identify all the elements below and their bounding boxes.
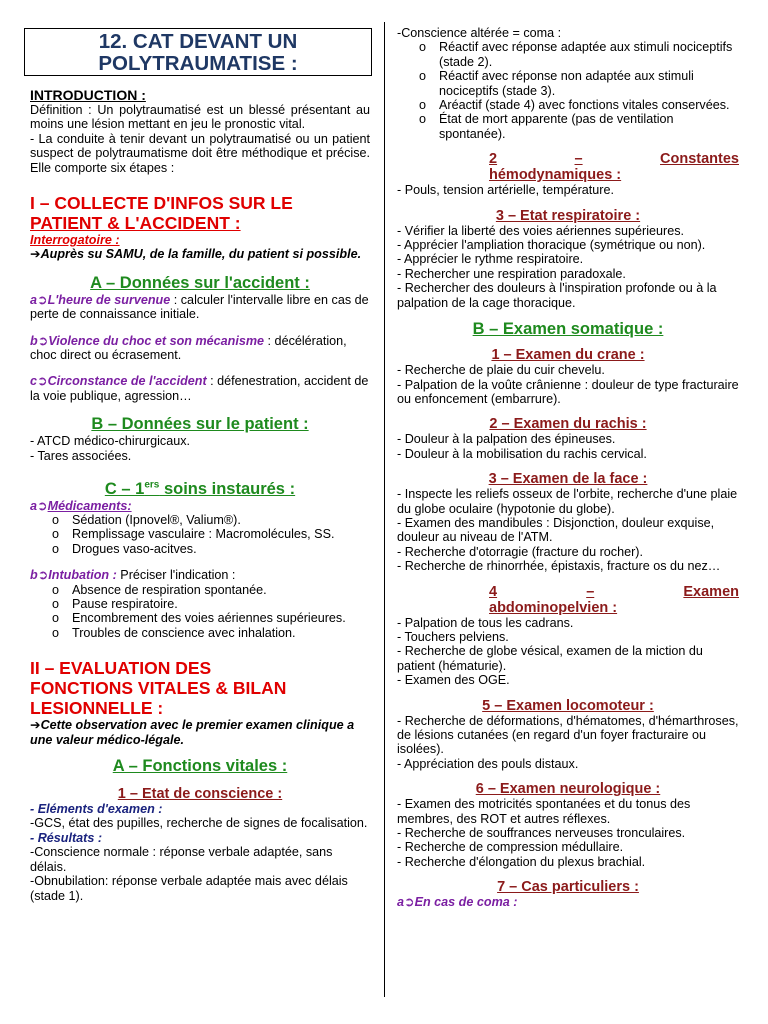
- subsection-somatique-heading: [397, 320, 739, 339]
- column-divider: [384, 22, 385, 997]
- list-item: o Pause respiratoire.: [30, 597, 370, 611]
- accident-item-b: [30, 334, 370, 363]
- list-item: o Aréactif (stade 4) avec fonctions vitales conservées.: [397, 98, 739, 112]
- curved-arrow-icon: ➲: [404, 895, 415, 910]
- item-text: : défenestration, accident de la voie publique, agression…: [30, 374, 369, 403]
- section-1-heading-line2: PATIENT & L'ACCIDENT :: [30, 213, 241, 234]
- subsection-vitales-heading: [30, 757, 370, 776]
- coma-case-heading: [397, 895, 739, 909]
- subsection-soins-heading: [30, 475, 370, 499]
- respiratoire-heading: [397, 208, 739, 224]
- curved-arrow-icon: ➲: [37, 568, 49, 583]
- introduction-heading: INTRODUCTION :: [30, 87, 146, 103]
- results-heading: - Résultats :: [30, 830, 103, 845]
- locomoteur-heading: [397, 698, 739, 714]
- item-heading: Intubation :: [48, 568, 117, 583]
- subsection-patient-heading: [30, 415, 370, 434]
- crane-title: 1 – Examen du crane :: [491, 347, 645, 364]
- title-line-2: POLYTRAUMATISE :: [98, 52, 298, 75]
- medicaments-list: [30, 513, 370, 556]
- coma-intro: -Conscience altérée = coma :: [397, 26, 562, 40]
- face-item: - Recherche de rhinorrhée, épistaxis, fracture os du nez…: [397, 559, 721, 574]
- particuliers-heading: [397, 879, 739, 895]
- list-item: o Remplissage vasculaire : Macromolécules, SS.: [30, 527, 370, 541]
- rachis-title: 2 – Examen du rachis :: [489, 416, 647, 433]
- rachis-item: - Douleur à la mobilisation du rachis cervical.: [397, 446, 647, 461]
- soins-title-sup: ers: [144, 479, 160, 491]
- neuro-item: - Examen des motricités spontanées et du tonus des membres, des ROT et autres réflexes.: [397, 797, 691, 826]
- locomoteur-item: - Recherche de déformations, d'hématomes, d'hémarthroses, de lésions cutanées (en regard d'un foyer fracturaire ou isolées).: [397, 713, 739, 757]
- elements-text: -GCS, état des pupilles, recherche de signes de focalisation.: [30, 816, 368, 831]
- hemodynamique-heading: [397, 151, 739, 183]
- crane-heading: [397, 347, 739, 363]
- medicaments-heading: [30, 499, 370, 513]
- accident-item-c: [30, 374, 370, 403]
- respiratoire-title: 3 – Etat respiratoire :: [495, 207, 641, 224]
- patient-item: - Tares associées.: [30, 448, 132, 463]
- list-item: o Sédation (Ipnovel®, Valium®).: [30, 513, 370, 527]
- curved-arrow-icon: ➲: [37, 292, 48, 307]
- coma-list: [397, 40, 739, 141]
- rachis-item: - Douleur à la palpation des épineuses.: [397, 432, 616, 447]
- abdomen-item: - Palpation de tous les cadrans.: [397, 615, 574, 630]
- locomoteur-item: - Appréciation des pouls distaux.: [397, 756, 579, 771]
- section-1-heading-line1: I – COLLECTE D'INFOS SUR LE: [30, 193, 293, 214]
- list-item: o Réactif avec réponse non adaptée aux stimuli nociceptifs (stade 3).: [397, 69, 739, 98]
- crane-item: - Recherche de plaie du cuir chevelu.: [397, 363, 605, 378]
- subsection-soins-title: [105, 480, 295, 498]
- soins-title-post: soins instaurés :: [159, 479, 296, 498]
- list-item: o Troubles de conscience avec inhalation.: [30, 626, 370, 640]
- patient-item: - ATCD médico-chirurgicaux.: [30, 434, 191, 449]
- arrow-right-icon: ➔: [30, 718, 41, 733]
- neuro-item: - Recherche d'élongation du plexus brachial.: [397, 854, 646, 869]
- face-heading: [397, 471, 739, 487]
- interrogatoire-label: Interrogatoire :: [30, 233, 120, 248]
- section-2-heading-line2: FONCTIONS VITALES & BILAN: [30, 678, 287, 699]
- abdomen-line2: abdominopelvien :: [489, 599, 618, 616]
- intubation-list: [30, 583, 370, 641]
- accident-item-a: [30, 293, 370, 322]
- neuro-item: - Recherche de souffrances nerveuses tronculaires.: [397, 826, 686, 841]
- item-letter: c: [30, 374, 38, 389]
- item-text: : calculer l'intervalle libre en cas de perte de connaissance initiale.: [30, 292, 369, 322]
- respiratoire-item: - Vérifier la liberté des voies aériennes supérieures.: [397, 223, 684, 238]
- conscience-heading: [30, 786, 370, 802]
- abdomen-heading: [397, 584, 739, 616]
- curved-arrow-icon: ➲: [37, 333, 49, 348]
- result-item: -Conscience normale : réponse verbale adaptée, sans délais.: [30, 845, 333, 874]
- subsection-accident-heading: [30, 274, 370, 293]
- locomoteur-title: 5 – Examen locomoteur :: [482, 697, 654, 714]
- interrogatoire-body: Auprès su SAMU, de la famille, du patient si possible.: [40, 247, 362, 262]
- elements-heading: - Eléments d'examen :: [30, 802, 163, 817]
- item-letter: a: [30, 498, 38, 513]
- respiratoire-item: - Apprécier le rythme respiratoire.: [397, 252, 584, 267]
- arrow-right-icon: ➔: [30, 247, 41, 262]
- section-1-heading: [30, 193, 370, 233]
- respiratoire-item: - Rechercher des douleurs à l'inspiration profonde ou à la palpation de la cage thoracique.: [397, 281, 717, 310]
- face-item: - Examen des mandibules : Disjonction, douleur exquise, douleur au niveau de l'ATM.: [397, 515, 715, 545]
- item-letter: a: [30, 292, 38, 307]
- item-heading: Circonstance de l'accident: [47, 374, 207, 389]
- item-text: : décélération, choc direct ou écrasement.: [30, 333, 347, 363]
- left-column: [30, 88, 370, 903]
- item-heading: Violence du choc et son mécanisme: [48, 333, 265, 348]
- crane-item: - Palpation de la voûte crânienne : douleur de type fracturaire ou enfoncement (embarrure).: [397, 377, 739, 406]
- respiratoire-item: - Apprécier l'ampliation thoracique (symétrique ou non).: [397, 238, 706, 253]
- subsection-patient-title: B – Données sur le patient :: [91, 415, 309, 434]
- face-title: 3 – Examen de la face :: [488, 471, 648, 488]
- section-2-heading: [30, 658, 370, 718]
- neuro-item: - Recherche de compression médullaire.: [397, 840, 624, 855]
- right-column: [397, 26, 739, 910]
- list-item: o Réactif avec réponse adaptée aux stimuli nociceptifs (stade 2).: [397, 40, 739, 69]
- abdomen-item: - Recherche de globe vésical, examen de la miction du patient (hématurie).: [397, 644, 703, 673]
- item-heading: Médicaments:: [47, 498, 132, 513]
- item-heading: L'heure de survenue: [47, 292, 171, 307]
- section-2-note-text: Cette observation avec le premier examen clinique a une valeur médico-légale.: [30, 718, 355, 747]
- hemodynamique-text: - Pouls, tension artérielle, température.: [397, 183, 614, 198]
- respiratoire-item: - Rechercher une respiration paradoxale.: [397, 266, 626, 281]
- title-line-1: 12. CAT DEVANT UN: [98, 30, 298, 53]
- face-item: - Inspecte les reliefs osseux de l'orbite, recherche d'une plaie du globe oculaire (hypotonie du globe).: [397, 487, 738, 516]
- item-letter: b: [30, 568, 38, 583]
- face-item: - Recherche d'otorragie (fracture du rocher).: [397, 544, 643, 559]
- item-text: Préciser l'indication :: [116, 568, 236, 583]
- particuliers-title: 7 – Cas particuliers :: [497, 879, 639, 896]
- subsection-somatique-title: B – Examen somatique :: [472, 320, 664, 339]
- list-item: o Encombrement des voies aériennes supérieures.: [30, 611, 370, 625]
- neuro-title: 6 – Examen neurologique :: [475, 781, 661, 798]
- conscience-title: 1 – Etat de conscience :: [117, 786, 283, 803]
- item-heading: En cas de coma :: [414, 895, 518, 910]
- subsection-accident-title: A – Données sur l'accident :: [90, 273, 310, 292]
- hemodynamique-line2: hémodynamiques :: [489, 167, 622, 184]
- page-title: [24, 28, 372, 76]
- interrogatoire-text: [30, 247, 370, 261]
- curved-arrow-icon: ➲: [37, 374, 48, 389]
- intubation-heading: [30, 568, 370, 582]
- abdomen-item: - Examen des OGE.: [397, 673, 510, 688]
- intro-definition: Définition : Un polytraumatisé est un blessé présentant au moins une lésion mettant en jeu le pronostic vital.: [30, 103, 370, 132]
- section-2-heading-line1: II – EVALUATION DES: [30, 658, 212, 679]
- soins-title-pre: C – 1: [104, 479, 145, 498]
- section-2-heading-line3: LESIONNELLE :: [30, 698, 164, 719]
- hemodynamique-line1: 2 – Constantes: [489, 151, 739, 168]
- curved-arrow-icon: ➲: [37, 498, 48, 513]
- list-item: o Drogues vaso-acitves.: [30, 542, 370, 556]
- rachis-heading: [397, 416, 739, 432]
- abdomen-line1: 4 – Examen: [489, 583, 739, 600]
- item-letter: b: [30, 333, 38, 348]
- list-item: o État de mort apparente (pas de ventilation spontanée).: [397, 112, 739, 141]
- abdomen-item: - Touchers pelviens.: [397, 629, 509, 644]
- intro-steps: - La conduite à tenir devant un polytraumatisé ou un patient suspect de polytraumatisme doit être méthodique et précise. Elle comporte six étapes :: [30, 131, 370, 175]
- result-item: -Obnubilation: réponse verbale adaptée mais avec délais (stade 1).: [30, 874, 348, 903]
- subsection-vitales-title: A – Fonctions vitales :: [112, 757, 288, 776]
- list-item: o Absence de respiration spontanée.: [30, 583, 370, 597]
- section-2-note: [30, 718, 370, 747]
- item-letter: a: [397, 895, 405, 910]
- neuro-heading: [397, 781, 739, 797]
